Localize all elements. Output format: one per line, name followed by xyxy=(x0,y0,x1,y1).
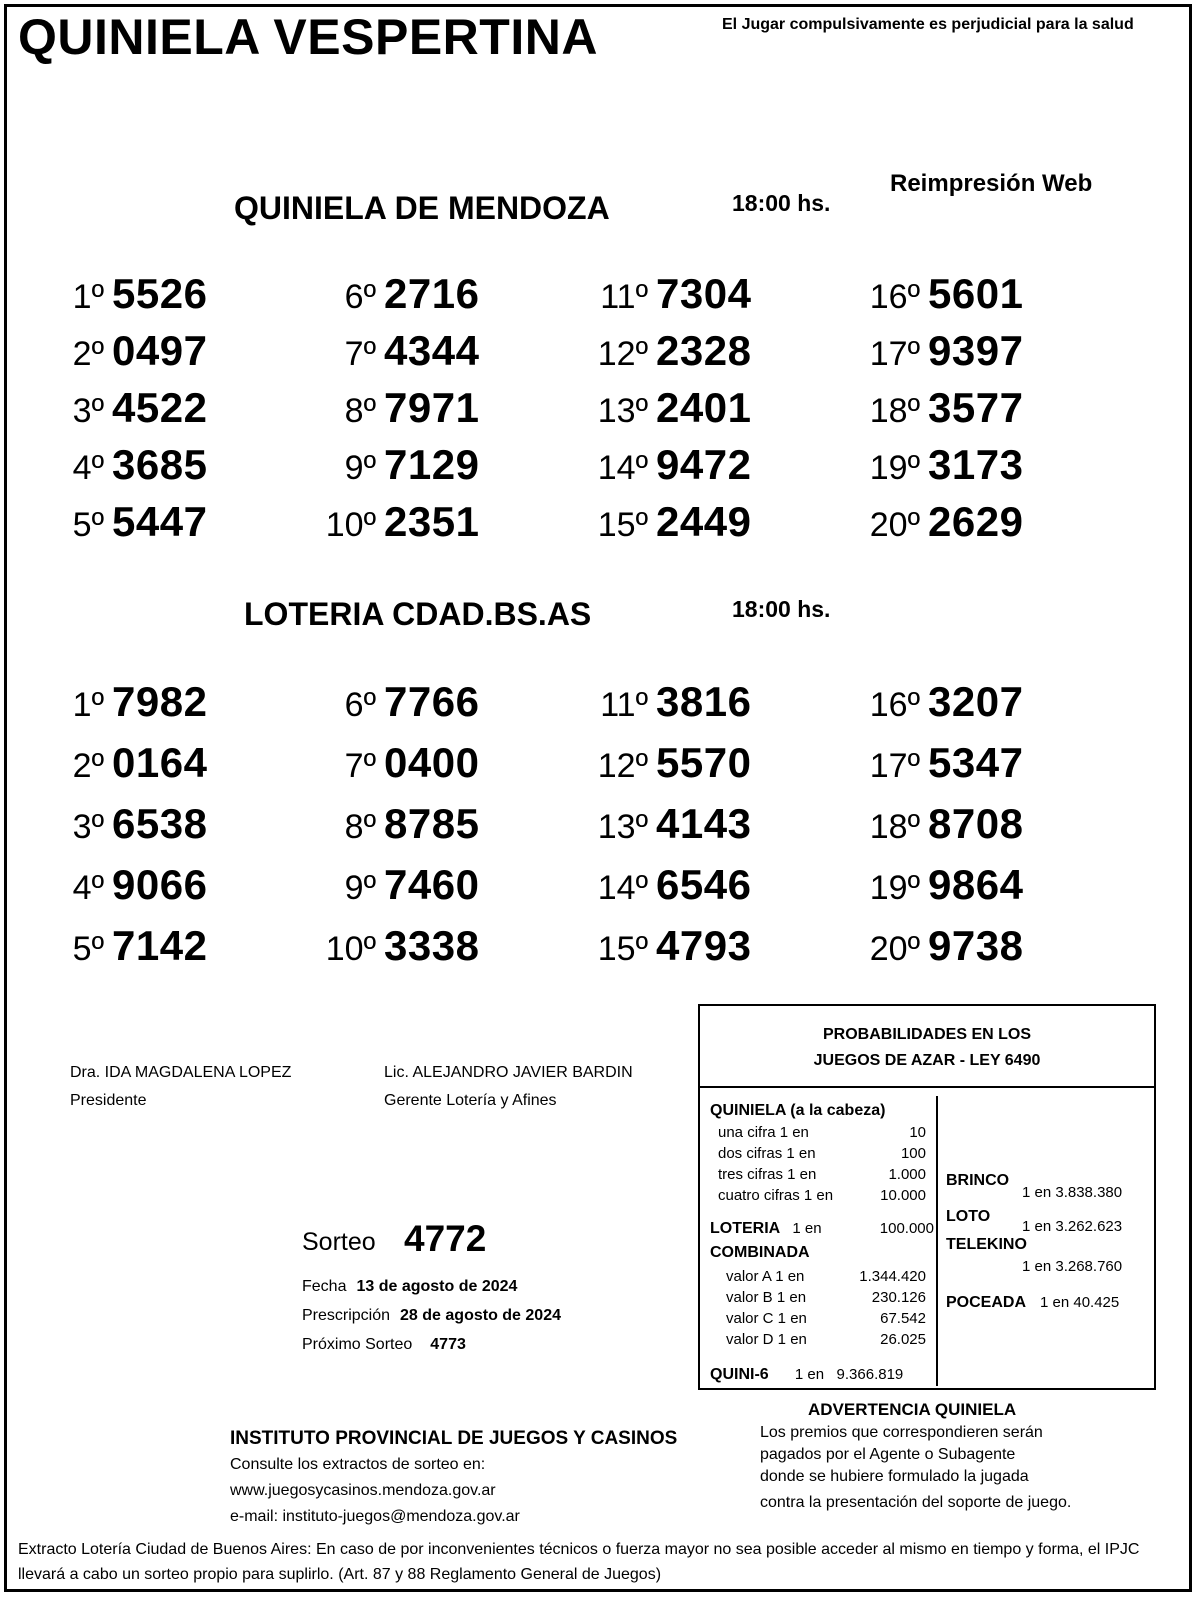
prob-row-label: tres cifras 1 en xyxy=(718,1166,817,1183)
poceada-prob-label: POCEADA xyxy=(946,1294,1027,1311)
prob-row-value: 230.126 xyxy=(871,1289,926,1306)
result-row xyxy=(66,922,207,970)
result-number: 5601 xyxy=(928,270,1024,317)
probabilities-divider xyxy=(936,1096,938,1386)
result-number: 7460 xyxy=(384,861,480,908)
result-row xyxy=(320,800,479,848)
result-row xyxy=(864,327,1023,375)
result-number: 2716 xyxy=(384,270,480,317)
result-position: 18º xyxy=(869,808,920,846)
fecha-label: Fecha xyxy=(302,1278,347,1295)
result-number: 5447 xyxy=(112,498,208,545)
bsas-time: 18:00 hs. xyxy=(732,596,831,622)
result-position: 8º xyxy=(344,392,376,430)
health-warning: El Jugar compulsivamente es perjudicial para la salud xyxy=(722,16,1134,33)
prob-row-value: 100 xyxy=(900,1145,926,1162)
prob-row-value: 1.344.420 xyxy=(859,1268,926,1285)
disclaimer: Extracto Lotería Ciudad de Buenos Aires: En caso de por inconvenientes técnicos o fuerza mayor no sea posible acceder al mismo en tiempo y forma, el IPJC llevará a cabo un sorteo propio para suplirlo. (Art. 87 y 88 Reglamento General de Juegos) xyxy=(18,1541,1140,1583)
mendoza-time: 18:00 hs. xyxy=(732,190,831,216)
result-number: 8708 xyxy=(928,800,1024,847)
loto-prob-label: LOTO xyxy=(946,1208,991,1225)
prob-row-label: una cifra 1 en xyxy=(718,1124,809,1141)
probabilities-box xyxy=(698,1004,1156,1390)
result-position: 12º xyxy=(597,747,648,785)
institute-website: www.juegosycasinos.mendoza.gov.ar xyxy=(230,1482,496,1499)
result-row xyxy=(320,384,479,432)
prescripcion-value: 28 de agosto de 2024 xyxy=(400,1307,561,1324)
result-number: 7971 xyxy=(384,384,480,431)
result-number: 9864 xyxy=(928,861,1024,908)
result-number: 8785 xyxy=(384,800,480,847)
result-number: 9066 xyxy=(112,861,208,908)
prescripcion-label: Prescripción xyxy=(302,1307,391,1324)
result-row xyxy=(592,498,751,546)
result-row xyxy=(592,441,751,489)
prob-row-label: valor D 1 en xyxy=(726,1331,807,1348)
result-number: 5570 xyxy=(656,739,752,786)
result-number: 3685 xyxy=(112,441,208,488)
loteria-prob-row xyxy=(710,1220,822,1238)
result-row xyxy=(592,739,751,787)
advertencia-line3: donde se hubiere formulado la jugada xyxy=(760,1468,1029,1485)
result-position: 2º xyxy=(72,747,104,785)
result-position: 14º xyxy=(597,869,648,907)
result-row xyxy=(592,327,751,375)
result-position: 6º xyxy=(344,686,376,724)
result-number: 7129 xyxy=(384,441,480,488)
telekino-prob-label: TELEKINO xyxy=(946,1236,1027,1253)
result-number: 9397 xyxy=(928,327,1024,374)
result-row xyxy=(320,498,479,546)
result-position: 3º xyxy=(72,808,104,846)
result-number: 5526 xyxy=(112,270,208,317)
result-position: 13º xyxy=(597,392,648,430)
result-position: 15º xyxy=(597,930,648,968)
result-row xyxy=(592,922,751,970)
result-row xyxy=(864,384,1023,432)
result-number: 3338 xyxy=(384,922,480,969)
result-number: 5347 xyxy=(928,739,1024,786)
result-row xyxy=(864,270,1023,318)
probabilities-header xyxy=(700,1006,1154,1088)
loteria-prob-en: 1 en xyxy=(792,1220,822,1237)
result-position: 11º xyxy=(600,278,648,316)
poceada-prob-value: 1 en 40.425 xyxy=(1040,1294,1120,1311)
result-row xyxy=(592,678,751,726)
result-number: 2629 xyxy=(928,498,1024,545)
result-number: 4793 xyxy=(656,922,752,969)
result-row xyxy=(320,327,479,375)
result-row xyxy=(66,441,207,489)
result-position: 3º xyxy=(72,392,104,430)
result-number: 2351 xyxy=(384,498,480,545)
result-row xyxy=(320,678,479,726)
institute-line1: Consulte los extractos de sorteo en: xyxy=(230,1456,486,1473)
prob-row-value: 10 xyxy=(909,1124,926,1141)
prob-row-label: valor B 1 en xyxy=(726,1289,807,1306)
result-position: 17º xyxy=(869,747,920,785)
signer-right-name: Lic. ALEJANDRO JAVIER BARDIN xyxy=(384,1064,633,1081)
result-position: 5º xyxy=(72,506,104,544)
result-number: 7982 xyxy=(112,678,208,725)
result-row xyxy=(864,498,1023,546)
result-number: 3207 xyxy=(928,678,1024,725)
advertencia-line1: Los premios que correspondieren serán xyxy=(760,1424,1043,1441)
quini6-prob-value: 1 en 9.366.819 xyxy=(794,1366,904,1383)
result-row xyxy=(320,861,479,909)
result-row xyxy=(66,327,207,375)
result-position: 16º xyxy=(869,686,920,724)
sorteo-number: 4772 xyxy=(404,1218,487,1259)
loto-prob-value: 1 en 3.262.623 xyxy=(1022,1218,1123,1235)
result-position: 5º xyxy=(72,930,104,968)
result-row xyxy=(592,861,751,909)
result-row xyxy=(66,800,207,848)
bsas-title: LOTERIA CDAD.BS.AS xyxy=(244,596,592,632)
quini6-prob-row xyxy=(710,1366,903,1384)
combinada-prob-title: COMBINADA xyxy=(710,1244,810,1261)
quiniela-prob-title: QUINIELA (a la cabeza) xyxy=(710,1102,886,1119)
result-row xyxy=(864,441,1023,489)
result-position: 2º xyxy=(72,335,104,373)
prescripcion-row xyxy=(302,1307,561,1325)
signer-left-name: Dra. IDA MAGDALENA LOPEZ xyxy=(70,1064,292,1081)
result-number: 3577 xyxy=(928,384,1024,431)
advertencia-line2: pagados por el Agente o Subagente xyxy=(760,1446,1016,1463)
brinco-prob-value: 1 en 3.838.380 xyxy=(1022,1184,1123,1201)
prob-row-label: dos cifras 1 en xyxy=(718,1145,816,1162)
result-number: 2401 xyxy=(656,384,752,431)
prob-row-value: 10.000 xyxy=(880,1187,926,1204)
result-position: 6º xyxy=(344,278,376,316)
prob-row-value: 1.000 xyxy=(888,1166,926,1183)
reprint-label: Reimpresión Web xyxy=(890,170,1093,197)
result-row xyxy=(320,270,479,318)
result-position: 4º xyxy=(72,869,104,907)
probabilities-title-line2: JUEGOS DE AZAR - LEY 6490 xyxy=(813,1052,1041,1069)
result-row xyxy=(320,922,479,970)
brinco-prob-label: BRINCO xyxy=(946,1172,1010,1189)
result-position: 20º xyxy=(869,506,920,544)
mendoza-title: QUINIELA DE MENDOZA xyxy=(234,190,610,226)
result-row xyxy=(66,384,207,432)
result-number: 4344 xyxy=(384,327,480,374)
result-position: 12º xyxy=(597,335,648,373)
signer-right-role: Gerente Lotería y Afines xyxy=(384,1092,557,1109)
result-number: 9738 xyxy=(928,922,1024,969)
proximo-value: 4773 xyxy=(430,1336,466,1353)
result-number: 6546 xyxy=(656,861,752,908)
loteria-prob-label: LOTERIA xyxy=(710,1220,781,1237)
result-number: 0400 xyxy=(384,739,480,786)
result-row xyxy=(592,384,751,432)
result-row xyxy=(66,678,207,726)
result-number: 7142 xyxy=(112,922,208,969)
result-position: 13º xyxy=(597,808,648,846)
result-position: 11º xyxy=(600,686,648,724)
result-position: 18º xyxy=(869,392,920,430)
probabilities-title-line1: PROBABILIDADES EN LOS xyxy=(822,1026,1031,1043)
result-position: 8º xyxy=(344,808,376,846)
result-position: 9º xyxy=(344,449,376,487)
sorteo-label: Sorteo xyxy=(302,1228,376,1256)
result-row xyxy=(864,922,1023,970)
prob-row-label: valor A 1 en xyxy=(726,1268,805,1285)
institute-email: e-mail: instituto-juegos@mendoza.gov.ar xyxy=(230,1508,520,1525)
result-row xyxy=(864,800,1023,848)
result-number: 7766 xyxy=(384,678,480,725)
result-position: 1º xyxy=(72,686,104,724)
result-row xyxy=(66,861,207,909)
result-number: 2328 xyxy=(656,327,752,374)
loteria-prob-value: 100.000 xyxy=(879,1220,934,1237)
result-position: 1º xyxy=(72,278,104,316)
result-row xyxy=(66,270,207,318)
result-position: 16º xyxy=(869,278,920,316)
result-position: 17º xyxy=(869,335,920,373)
prob-row-label: valor C 1 en xyxy=(726,1310,807,1327)
result-row xyxy=(592,270,751,318)
result-row xyxy=(66,498,207,546)
advertencia-line4: contra la presentación del soporte de juego. xyxy=(760,1494,1072,1511)
result-row xyxy=(864,739,1023,787)
result-position: 7º xyxy=(344,747,376,785)
proximo-label: Próximo Sorteo xyxy=(302,1336,413,1353)
main-title: QUINIELA VESPERTINA xyxy=(18,9,598,65)
prob-row-value: 67.542 xyxy=(880,1310,926,1327)
fecha-value: 13 de agosto de 2024 xyxy=(356,1278,518,1295)
result-row xyxy=(592,800,751,848)
result-position: 19º xyxy=(869,449,920,487)
result-number: 9472 xyxy=(656,441,752,488)
result-number: 3816 xyxy=(656,678,752,725)
result-row xyxy=(864,861,1023,909)
telekino-prob-value: 1 en 3.268.760 xyxy=(1022,1258,1123,1275)
result-number: 0497 xyxy=(112,327,208,374)
result-position: 20º xyxy=(869,930,920,968)
result-position: 7º xyxy=(344,335,376,373)
result-position: 10º xyxy=(325,930,376,968)
result-position: 4º xyxy=(72,449,104,487)
result-number: 7304 xyxy=(656,270,752,317)
result-number: 2449 xyxy=(656,498,752,545)
result-position: 10º xyxy=(325,506,376,544)
result-row xyxy=(864,678,1023,726)
result-row xyxy=(320,441,479,489)
result-number: 4143 xyxy=(656,800,752,847)
result-number: 0164 xyxy=(112,739,208,786)
institute-title: INSTITUTO PROVINCIAL DE JUEGOS Y CASINOS xyxy=(230,1428,678,1449)
fecha-row xyxy=(302,1278,517,1296)
result-position: 19º xyxy=(869,869,920,907)
result-number: 4522 xyxy=(112,384,208,431)
result-number: 3173 xyxy=(928,441,1024,488)
result-number: 6538 xyxy=(112,800,208,847)
signer-left-role: Presidente xyxy=(70,1092,147,1109)
result-row xyxy=(66,739,207,787)
quini6-prob-label: QUINI-6 xyxy=(710,1366,769,1383)
advertencia-title: ADVERTENCIA QUINIELA xyxy=(808,1400,1017,1419)
result-position: 15º xyxy=(597,506,648,544)
prob-row-label: cuatro cifras 1 en xyxy=(718,1187,834,1204)
result-row xyxy=(320,739,479,787)
result-position: 9º xyxy=(344,869,376,907)
result-position: 14º xyxy=(597,449,648,487)
prob-row-value: 26.025 xyxy=(880,1331,926,1348)
proximo-row xyxy=(302,1336,466,1354)
